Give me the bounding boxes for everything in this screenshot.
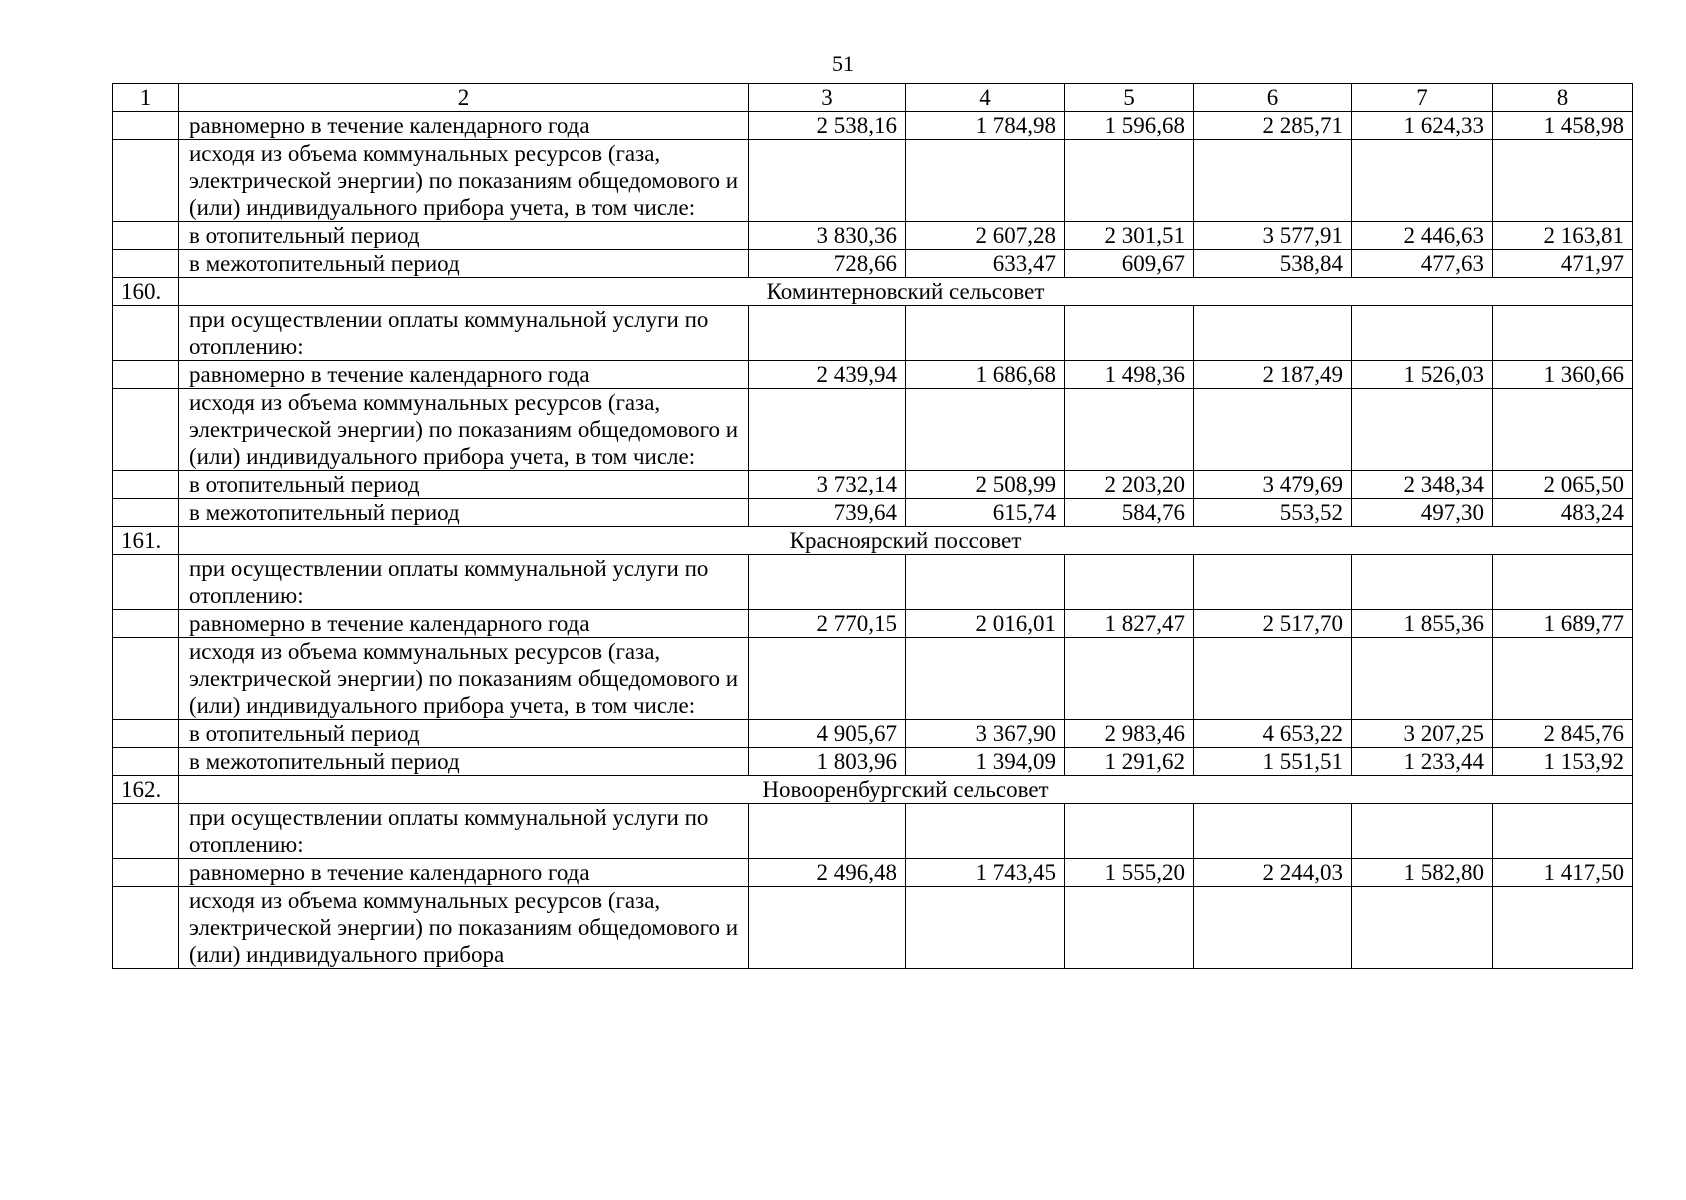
value-cell: 1 855,36 <box>1352 610 1493 638</box>
value-cell <box>906 555 1065 610</box>
column-number-row <box>113 84 1633 112</box>
page-number: 51 <box>832 51 854 76</box>
value-cell <box>1493 306 1633 361</box>
section-title: Коминтерновский сельсовет <box>179 278 1633 306</box>
value-cell: 1 624,33 <box>1352 112 1493 140</box>
row-description: равномерно в течение календарного года <box>179 610 749 638</box>
value-cell: 1 458,98 <box>1493 112 1633 140</box>
value-cell <box>749 638 906 720</box>
section-row <box>113 527 1633 555</box>
value-cell: 1 827,47 <box>1065 610 1194 638</box>
value-cell: 2 983,46 <box>1065 720 1194 748</box>
value-cell <box>1352 389 1493 471</box>
row-number <box>113 389 179 471</box>
value-cell <box>1065 389 1194 471</box>
value-cell: 1 551,51 <box>1194 748 1352 776</box>
value-cell <box>749 389 906 471</box>
value-cell: 2 348,34 <box>1352 471 1493 499</box>
value-cell <box>749 306 906 361</box>
value-cell <box>1065 140 1194 222</box>
value-cell: 538,84 <box>1194 250 1352 278</box>
row-description: равномерно в течение календарного года <box>179 859 749 887</box>
row-number <box>113 804 179 859</box>
section-title: Новооренбургский сельсовет <box>179 776 1633 804</box>
row-description: в межотопительный период <box>179 499 749 527</box>
table-row <box>113 555 1633 610</box>
table-row <box>113 112 1633 140</box>
row-number <box>113 306 179 361</box>
value-cell: 633,47 <box>906 250 1065 278</box>
value-cell: 1 582,80 <box>1352 859 1493 887</box>
column-number: 4 <box>906 84 1065 112</box>
value-cell: 1 526,03 <box>1352 361 1493 389</box>
value-cell <box>1065 804 1194 859</box>
value-cell <box>749 555 906 610</box>
value-cell <box>749 804 906 859</box>
value-cell <box>1194 140 1352 222</box>
column-number: 3 <box>749 84 906 112</box>
row-number <box>113 471 179 499</box>
value-cell <box>906 887 1065 969</box>
row-description: равномерно в течение календарного года <box>179 361 749 389</box>
value-cell: 728,66 <box>749 250 906 278</box>
section-row <box>113 776 1633 804</box>
value-cell: 477,63 <box>1352 250 1493 278</box>
value-cell <box>906 389 1065 471</box>
row-description: при осуществлении оплаты коммунальной услуги по отоплению: <box>179 804 749 859</box>
value-cell: 1 689,77 <box>1493 610 1633 638</box>
row-description: исходя из объема коммунальных ресурсов (газа, электрической энергии) по показаниям общедомового и (или) индивидуального прибора <box>179 887 749 969</box>
value-cell <box>749 887 906 969</box>
column-number: 5 <box>1065 84 1194 112</box>
value-cell: 553,52 <box>1194 499 1352 527</box>
value-cell: 1 394,09 <box>906 748 1065 776</box>
value-cell <box>1194 804 1352 859</box>
value-cell: 2 508,99 <box>906 471 1065 499</box>
value-cell: 3 207,25 <box>1352 720 1493 748</box>
value-cell: 2 285,71 <box>1194 112 1352 140</box>
row-number <box>113 361 179 389</box>
row-number <box>113 610 179 638</box>
table-row <box>113 610 1633 638</box>
value-cell: 2 496,48 <box>749 859 906 887</box>
column-number: 6 <box>1194 84 1352 112</box>
value-cell: 1 291,62 <box>1065 748 1194 776</box>
value-cell: 1 743,45 <box>906 859 1065 887</box>
table-row <box>113 389 1633 471</box>
value-cell <box>1493 140 1633 222</box>
value-cell: 1 784,98 <box>906 112 1065 140</box>
value-cell: 471,97 <box>1493 250 1633 278</box>
row-number <box>113 748 179 776</box>
row-description: равномерно в течение календарного года <box>179 112 749 140</box>
table-row <box>113 720 1633 748</box>
value-cell <box>1352 555 1493 610</box>
value-cell <box>1194 555 1352 610</box>
value-cell: 2 244,03 <box>1194 859 1352 887</box>
value-cell <box>1065 306 1194 361</box>
table-row <box>113 859 1633 887</box>
value-cell <box>1493 804 1633 859</box>
value-cell: 2 065,50 <box>1493 471 1633 499</box>
value-cell: 1 686,68 <box>906 361 1065 389</box>
row-description: в межотопительный период <box>179 250 749 278</box>
row-description: в отопительный период <box>179 471 749 499</box>
value-cell: 609,67 <box>1065 250 1194 278</box>
value-cell <box>906 306 1065 361</box>
row-number <box>113 499 179 527</box>
value-cell: 3 479,69 <box>1194 471 1352 499</box>
value-cell: 3 830,36 <box>749 222 906 250</box>
row-description: исходя из объема коммунальных ресурсов (газа, электрической энергии) по показаниям общедомового и (или) индивидуального прибора учета, в том числе: <box>179 389 749 471</box>
value-cell <box>1352 887 1493 969</box>
column-number: 8 <box>1493 84 1633 112</box>
table-row <box>113 638 1633 720</box>
value-cell: 4 905,67 <box>749 720 906 748</box>
value-cell <box>1493 638 1633 720</box>
value-cell: 615,74 <box>906 499 1065 527</box>
value-cell: 2 446,63 <box>1352 222 1493 250</box>
row-description: в отопительный период <box>179 720 749 748</box>
value-cell: 2 439,94 <box>749 361 906 389</box>
value-cell: 2 517,70 <box>1194 610 1352 638</box>
table-row <box>113 887 1633 969</box>
value-cell: 2 770,15 <box>749 610 906 638</box>
value-cell: 1 417,50 <box>1493 859 1633 887</box>
value-cell <box>1194 306 1352 361</box>
value-cell: 2 187,49 <box>1194 361 1352 389</box>
row-number: 161. <box>113 527 179 555</box>
value-cell <box>1493 887 1633 969</box>
value-cell: 2 301,51 <box>1065 222 1194 250</box>
value-cell: 2 016,01 <box>906 610 1065 638</box>
value-cell <box>1352 638 1493 720</box>
value-cell: 1 233,44 <box>1352 748 1493 776</box>
value-cell: 1 498,36 <box>1065 361 1194 389</box>
row-description: при осуществлении оплаты коммунальной услуги по отоплению: <box>179 306 749 361</box>
column-number: 7 <box>1352 84 1493 112</box>
value-cell: 1 153,92 <box>1493 748 1633 776</box>
value-cell <box>1352 804 1493 859</box>
value-cell: 483,24 <box>1493 499 1633 527</box>
table-row <box>113 471 1633 499</box>
value-cell: 2 538,16 <box>749 112 906 140</box>
value-cell: 2 845,76 <box>1493 720 1633 748</box>
section-row <box>113 278 1633 306</box>
row-number <box>113 222 179 250</box>
value-cell: 1 596,68 <box>1065 112 1194 140</box>
value-cell <box>1065 887 1194 969</box>
row-number <box>113 859 179 887</box>
value-cell: 2 203,20 <box>1065 471 1194 499</box>
row-number <box>113 555 179 610</box>
value-cell: 739,64 <box>749 499 906 527</box>
value-cell <box>1194 389 1352 471</box>
row-description: в отопительный период <box>179 222 749 250</box>
column-number: 1 <box>113 84 179 112</box>
value-cell: 497,30 <box>1352 499 1493 527</box>
value-cell: 2 163,81 <box>1493 222 1633 250</box>
row-number <box>113 140 179 222</box>
value-cell: 1 803,96 <box>749 748 906 776</box>
value-cell <box>1352 306 1493 361</box>
value-cell: 1 360,66 <box>1493 361 1633 389</box>
row-number <box>113 887 179 969</box>
value-cell <box>1493 555 1633 610</box>
value-cell: 3 732,14 <box>749 471 906 499</box>
value-cell <box>906 140 1065 222</box>
table-row <box>113 804 1633 859</box>
value-cell: 2 607,28 <box>906 222 1065 250</box>
value-cell: 4 653,22 <box>1194 720 1352 748</box>
row-number <box>113 250 179 278</box>
value-cell <box>1065 638 1194 720</box>
column-number: 2 <box>179 84 749 112</box>
value-cell <box>906 804 1065 859</box>
value-cell <box>1065 555 1194 610</box>
row-description: в межотопительный период <box>179 748 749 776</box>
row-number <box>113 112 179 140</box>
table-body <box>113 84 1633 969</box>
row-number <box>113 638 179 720</box>
table-row <box>113 250 1633 278</box>
section-title: Красноярский поссовет <box>179 527 1633 555</box>
value-cell <box>1352 140 1493 222</box>
row-number: 162. <box>113 776 179 804</box>
table-row <box>113 306 1633 361</box>
value-cell: 3 367,90 <box>906 720 1065 748</box>
row-description: исходя из объема коммунальных ресурсов (газа, электрической энергии) по показаниям общедомового и (или) индивидуального прибора учета, в том числе: <box>179 140 749 222</box>
tariff-table <box>112 83 1633 969</box>
value-cell: 584,76 <box>1065 499 1194 527</box>
value-cell: 3 577,91 <box>1194 222 1352 250</box>
table-row <box>113 748 1633 776</box>
table-row <box>113 361 1633 389</box>
value-cell: 1 555,20 <box>1065 859 1194 887</box>
row-description: при осуществлении оплаты коммунальной услуги по отоплению: <box>179 555 749 610</box>
row-description: исходя из объема коммунальных ресурсов (газа, электрической энергии) по показаниям общедомового и (или) индивидуального прибора учета, в том числе: <box>179 638 749 720</box>
value-cell <box>749 140 906 222</box>
value-cell <box>1194 887 1352 969</box>
table-row <box>113 499 1633 527</box>
value-cell <box>1493 389 1633 471</box>
value-cell <box>1194 638 1352 720</box>
table-row <box>113 222 1633 250</box>
row-number <box>113 720 179 748</box>
value-cell <box>906 638 1065 720</box>
table-row <box>113 140 1633 222</box>
row-number: 160. <box>113 278 179 306</box>
